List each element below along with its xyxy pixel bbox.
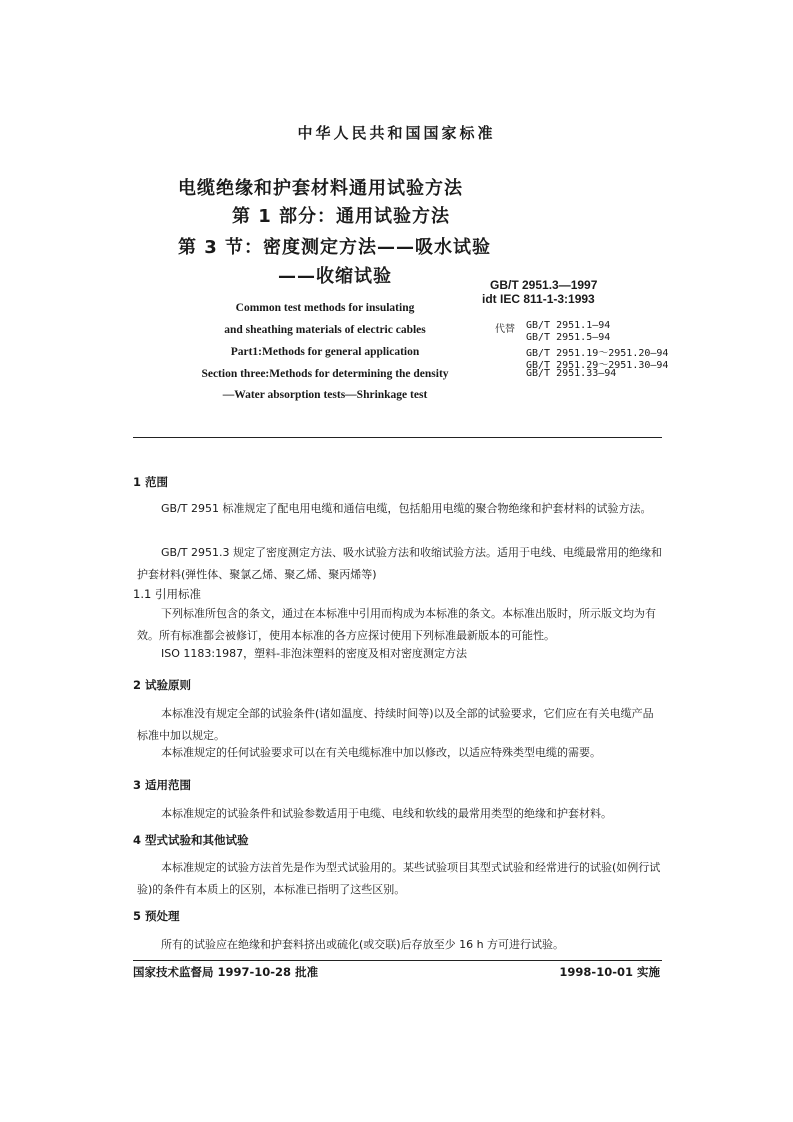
implementation-date: 1998-10-01 实施 (559, 965, 660, 979)
english-title-line-1: Common test methods for insulating (235, 302, 415, 314)
title-line-4: ——收缩试验 (278, 266, 392, 287)
national-standard-header: 中华人民共和国国家标准 (297, 124, 496, 142)
section-1-heading: 1 范围 (133, 475, 169, 489)
section-1-paragraph-2: GB/T 2951.3 规定了密度测定方法、吸水试验方法和收缩试验方法。适用于电线、电缆最常用的绝缘和护套材料(弹性体、聚氯乙烯、聚乙烯、聚丙烯等) (137, 546, 662, 581)
header-divider (133, 437, 662, 438)
title-line-3: 第 3 节：密度测定方法——吸水试验 (178, 237, 492, 258)
section-5-heading: 5 预处理 (133, 909, 180, 923)
section-1-1-paragraph-1: 下列标准所包含的条文，通过在本标准中引用而构成为本标准的条文。本标准出版时，所示版文均为有效。所有标准都会被修订，使用本标准的各方应探讨使用下列标准最新版本的可能性。 (137, 607, 656, 642)
title-line-1: 电缆绝缘和护套材料通用试验方法 (178, 178, 463, 199)
section-5-paragraph-1: 所有的试验应在绝缘和护套料挤出或硫化(或交联)后存放至少 16 h 方可进行试验。 (161, 938, 565, 951)
english-title-line-4: Section three:Methods for determining the density (201, 368, 449, 380)
replaces-item: GB/T 2951.5—94 (526, 332, 611, 343)
standard-code: GB/T 2951.3—1997 (490, 278, 598, 292)
section-2-paragraph-2: 本标准规定的任何试验要求可以在有关电缆标准中加以修改，以适应特殊类型电缆的需要。 (161, 746, 601, 759)
section-2-paragraph-1: 本标准没有规定全部的试验条件(诸如温度、持续时间等)以及全部的试验要求，它们应在有关电缆产品标准中加以规定。 (137, 707, 654, 742)
title-line-2: 第 1 部分：通用试验方法 (232, 206, 451, 227)
english-title-line-5: —Water absorption tests—Shrinkage test (222, 389, 428, 401)
section-4-heading: 4 型式试验和其他试验 (133, 833, 249, 847)
section-1-paragraph-1: GB/T 2951 标准规定了配电用电缆和通信电缆，包括船用电缆的聚合物绝缘和护套材料的试验方法。 (161, 502, 652, 515)
section-3-heading: 3 适用范围 (133, 778, 192, 792)
section-4-paragraph-1: 本标准规定的试验方法首先是作为型式试验用的。某些试验项目其型式试验和经常进行的试验(如例行试验)的条件有本质上的区别，本标准已指明了这些区别。 (137, 861, 661, 896)
replaces-item: GB/T 2951.33—94 (526, 368, 617, 379)
english-title-line-3: Part1:Methods for general application (230, 346, 420, 358)
replaces-item: GB/T 2951.19～2951.20—94 (526, 348, 669, 359)
idt-code: idt IEC 811-1-3:1993 (482, 292, 595, 306)
section-2-heading: 2 试验原则 (133, 678, 192, 692)
section-3-paragraph-1: 本标准规定的试验条件和试验参数适用于电缆、电线和软线的最常用类型的绝缘和护套材料。 (161, 807, 612, 820)
section-1-1-paragraph-2: ISO 1183:1987，塑料-非泡沫塑料的密度及相对密度测定方法 (161, 647, 468, 660)
section-1-1-heading: 1.1 引用标准 (133, 587, 201, 601)
replaces-label: 代替 (495, 324, 515, 335)
approval-date: 国家技术监督局 1997-10-28 批准 (133, 965, 319, 979)
footer-divider (133, 960, 662, 961)
replaces-item: GB/T 2951.1—94 (526, 320, 611, 331)
replaces-item: GB/T 2951.29～2951.30—94 (526, 360, 669, 371)
english-title-line-2: and sheathing materials of electric cables (224, 324, 426, 336)
